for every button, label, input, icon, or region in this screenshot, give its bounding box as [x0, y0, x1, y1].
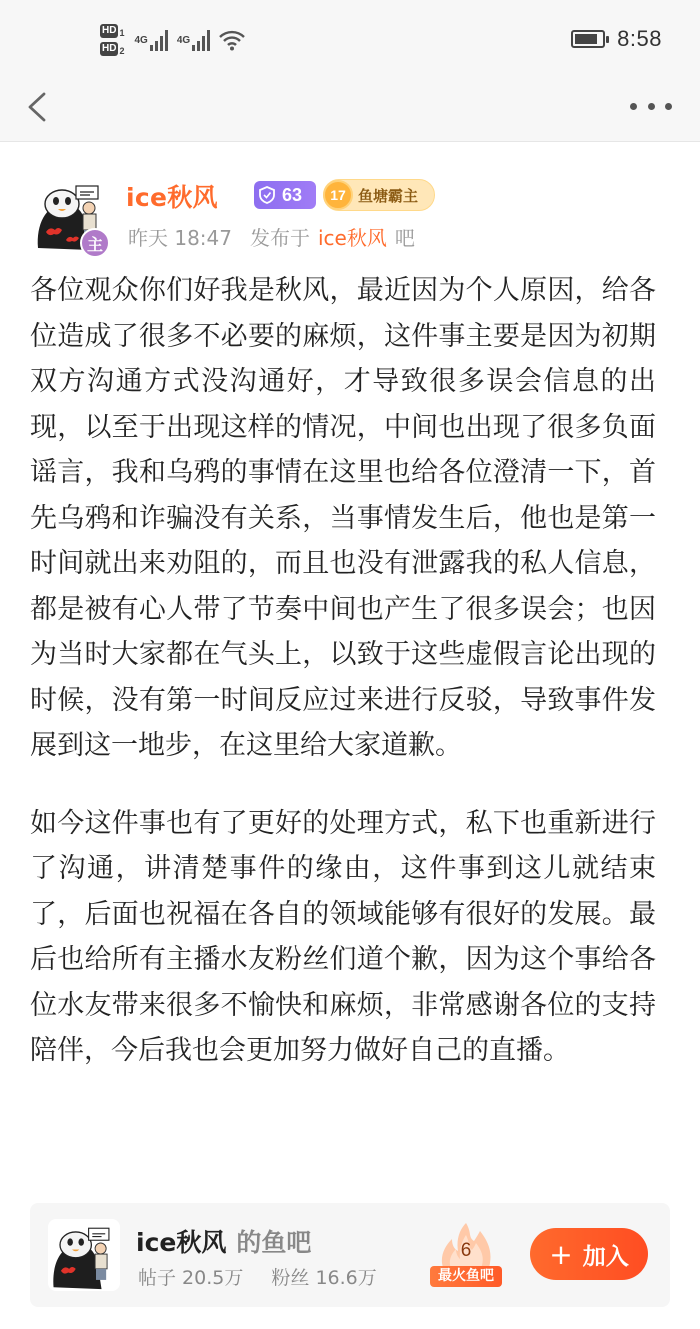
post-paragraph: 如今这件事也有了更好的处理方式，私下也重新进行了沟通，讲清楚事件的缘由，这件事到这儿就结束了，后面也祝福在各自的领域能够有很好的发展。最后也给所有主播水友粉丝们道个歉，因为这个事给各位水友带来很多不愉快和麻烦，非常感谢各位的支持陪伴，今后我也会更加努力做好自己的直播。: [30, 807, 656, 1066]
author-name[interactable]: ice秋风: [126, 183, 218, 212]
forum-card[interactable]: [30, 1203, 670, 1307]
plus-icon: +: [549, 1237, 573, 1271]
avatar[interactable]: [32, 178, 110, 256]
status-left: [100, 18, 245, 62]
status-bar: [0, 0, 700, 78]
signal-icon: [134, 29, 167, 51]
hd-icon: [100, 42, 124, 56]
forum-card-name: ice秋风: [136, 1228, 227, 1257]
post-date: 昨天 18:47: [128, 226, 232, 250]
clock: 8:58: [617, 26, 662, 51]
post-meta: [128, 222, 415, 251]
hd-indicators: [100, 24, 124, 56]
hd2-label: HD: [102, 43, 117, 54]
post-paragraph: 各位观众你们好我是秋风，最近因为个人原因，给各位造成了很多不必要的麻烦，这件事主要是因为初期双方沟通方式没沟通好，才导致很多误会信息的出现，以至于出现这样的情况，中间也出现了很多负面谣言，我和乌鸦的事情在这里也给各位澄清一下，首先乌鸦和诈骗没有关系，当事情发生后，他也是第一时间就出来劝阻的，而且也没有泄露我的私人信息，都是被有心人带了节奏中间也产生了很多误会；也因为当时大家都在气头上，以致于这些虚假言论出现的时候，没有第一时间反应过来进行反驳，导致事件发展到这一地步，在这里给大家道歉。: [30, 275, 656, 761]
status-right: [571, 26, 662, 52]
network1-label: 4G: [134, 35, 148, 46]
forum-card-title: [136, 1223, 311, 1259]
published-in-label: 发布于: [250, 226, 310, 250]
wifi-icon: [219, 29, 245, 51]
forum-posts-count: 帖子 20.5万: [138, 1267, 244, 1289]
network2-label: 4G: [176, 35, 191, 46]
nav-bar: [0, 78, 700, 142]
chevron-left-icon[interactable]: [24, 92, 50, 122]
forum-avatar: [48, 1219, 120, 1291]
join-button[interactable]: [530, 1228, 648, 1280]
rank-badge: [428, 1219, 504, 1295]
hd1-label: HD: [102, 25, 117, 36]
rank-number: 6: [460, 1240, 472, 1261]
moderator-badge: 主: [80, 228, 110, 258]
battery-fill: [575, 34, 597, 44]
hd2-index: 2: [119, 46, 125, 56]
hd-icon: [100, 24, 124, 38]
join-label: 加入: [582, 1243, 629, 1270]
fan-badge: [323, 179, 435, 211]
forum-link[interactable]: ice秋风: [318, 226, 387, 250]
forum-avatar-image: [48, 1219, 120, 1291]
post-author-header: [32, 172, 672, 262]
forum-fans-count: 粉丝 16.6万: [271, 1267, 377, 1289]
fan-level: 17: [323, 180, 353, 210]
more-dots-icon[interactable]: [630, 100, 672, 112]
hd1-index: 1: [119, 28, 125, 38]
post-body: [30, 268, 656, 1074]
level-shield-icon: [258, 186, 276, 204]
rank-label: 最火鱼吧: [430, 1266, 502, 1287]
level-badge: [254, 181, 316, 209]
signal-icon: [177, 29, 210, 51]
fan-title: 鱼塘霸主: [358, 186, 419, 205]
forum-card-stats: [138, 1263, 377, 1290]
forum-card-suffix: 的鱼吧: [236, 1228, 312, 1257]
level-number: 63: [282, 184, 303, 205]
forum-suffix: 吧: [394, 226, 415, 250]
battery-icon: [571, 30, 605, 48]
